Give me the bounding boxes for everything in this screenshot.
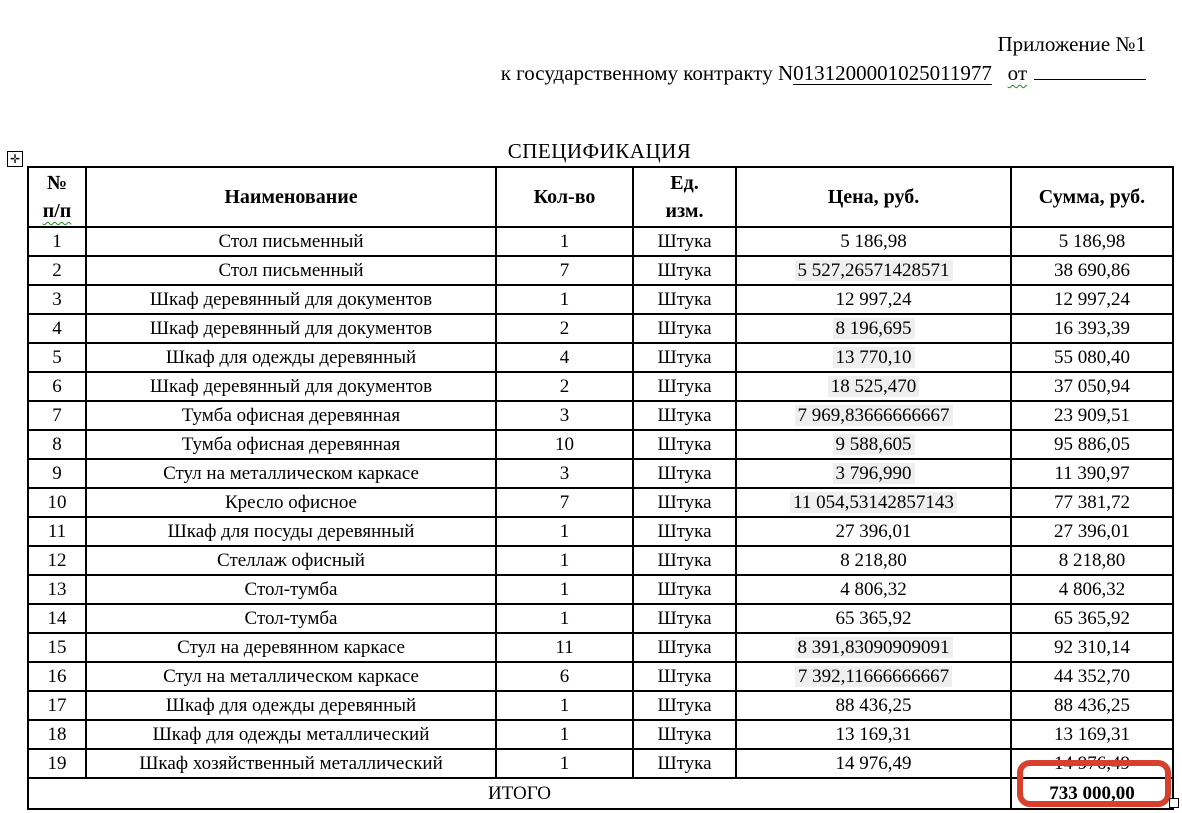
price-field-shading: 7 969,83666666667 xyxy=(795,405,953,426)
item-name-cell: Шкаф деревянный для документов xyxy=(86,314,496,343)
header-price: Цена, руб. xyxy=(736,167,1011,227)
unit-cell: Штука xyxy=(633,401,736,430)
price-cell: 8 218,80 xyxy=(736,546,1011,575)
spec-table-body xyxy=(28,227,1173,778)
contract-line xyxy=(0,59,1146,88)
quantity-cell: 2 xyxy=(496,372,633,401)
table-resize-handle[interactable] xyxy=(1169,798,1179,808)
item-name-cell: Шкаф для посуды деревянный xyxy=(86,517,496,546)
price-cell: 88 436,25 xyxy=(736,691,1011,720)
row-number-cell: 14 xyxy=(28,604,86,633)
sum-cell: 4 806,32 xyxy=(1011,575,1173,604)
quantity-cell: 7 xyxy=(496,256,633,285)
table-row xyxy=(28,314,1173,343)
table-row xyxy=(28,488,1173,517)
sum-cell: 77 381,72 xyxy=(1011,488,1173,517)
quantity-cell: 10 xyxy=(496,430,633,459)
price-cell: 14 976,49 xyxy=(736,749,1011,778)
header-sum: Сумма, руб. xyxy=(1011,167,1173,227)
table-row xyxy=(28,720,1173,749)
table-row xyxy=(28,227,1173,256)
quantity-cell: 1 xyxy=(496,546,633,575)
table-row xyxy=(28,430,1173,459)
unit-cell: Штука xyxy=(633,343,736,372)
unit-cell: Штука xyxy=(633,430,736,459)
table-row xyxy=(28,343,1173,372)
unit-cell: Штука xyxy=(633,227,736,256)
price-cell xyxy=(736,314,1011,343)
quantity-cell: 1 xyxy=(496,691,633,720)
unit-cell: Штука xyxy=(633,517,736,546)
contract-number: 0131200001025011977 xyxy=(793,61,992,85)
item-name-cell: Шкаф для одежды деревянный xyxy=(86,691,496,720)
quantity-cell: 1 xyxy=(496,604,633,633)
sum-cell: 8 218,80 xyxy=(1011,546,1173,575)
unit-cell: Штука xyxy=(633,691,736,720)
specification-table xyxy=(27,166,1174,810)
row-number-cell: 2 xyxy=(28,256,86,285)
price-cell: 12 997,24 xyxy=(736,285,1011,314)
quantity-cell: 7 xyxy=(496,488,633,517)
item-name-cell: Стул на металлическом каркасе xyxy=(86,662,496,691)
item-name-cell: Стеллаж офисный xyxy=(86,546,496,575)
quantity-cell: 1 xyxy=(496,285,633,314)
price-field-shading: 7 392,11666666667 xyxy=(795,666,952,687)
price-field-shading: 5 527,26571428571 xyxy=(795,260,953,281)
sum-cell: 23 909,51 xyxy=(1011,401,1173,430)
sum-cell: 65 365,92 xyxy=(1011,604,1173,633)
quantity-cell: 1 xyxy=(496,720,633,749)
price-cell: 4 806,32 xyxy=(736,575,1011,604)
row-number-cell: 17 xyxy=(28,691,86,720)
row-number-cell: 7 xyxy=(28,401,86,430)
quantity-cell: 1 xyxy=(496,517,633,546)
table-row xyxy=(28,517,1173,546)
item-name-cell: Стол-тумба xyxy=(86,575,496,604)
price-cell: 27 396,01 xyxy=(736,517,1011,546)
sum-cell: 16 393,39 xyxy=(1011,314,1173,343)
page-title: СПЕЦИФИКАЦИЯ xyxy=(507,139,692,163)
price-field-shading: 13 770,10 xyxy=(833,347,915,368)
row-number-cell: 9 xyxy=(28,459,86,488)
item-name-cell: Стол письменный xyxy=(86,227,496,256)
sum-cell: 12 997,24 xyxy=(1011,285,1173,314)
quantity-cell: 1 xyxy=(496,227,633,256)
unit-cell: Штука xyxy=(633,256,736,285)
item-name-cell: Кресло офисное xyxy=(86,488,496,517)
document-header xyxy=(0,30,1146,88)
total-value: 733 000,00 xyxy=(1011,778,1173,809)
row-number-cell: 8 xyxy=(28,430,86,459)
row-number-cell: 15 xyxy=(28,633,86,662)
price-cell xyxy=(736,633,1011,662)
header-unit: Ед. изм. xyxy=(633,167,736,227)
row-number-cell: 19 xyxy=(28,749,86,778)
item-name-cell: Шкаф хозяйственный металлический xyxy=(86,749,496,778)
price-cell xyxy=(736,662,1011,691)
row-number-cell: 3 xyxy=(28,285,86,314)
table-row xyxy=(28,633,1173,662)
row-number-cell: 10 xyxy=(28,488,86,517)
ot-label: от xyxy=(1007,61,1027,85)
item-name-cell: Тумба офисная деревянная xyxy=(86,401,496,430)
price-field-shading: 11 054,53142857143 xyxy=(790,492,957,513)
table-header-row xyxy=(28,167,1173,227)
price-cell: 13 169,31 xyxy=(736,720,1011,749)
total-label: ИТОГО xyxy=(28,778,1011,809)
quantity-cell: 6 xyxy=(496,662,633,691)
row-number-cell: 5 xyxy=(28,343,86,372)
unit-cell: Штука xyxy=(633,662,736,691)
sum-cell: 27 396,01 xyxy=(1011,517,1173,546)
unit-cell: Штука xyxy=(633,459,736,488)
item-name-cell: Стул на металлическом каркасе xyxy=(86,459,496,488)
price-cell xyxy=(736,343,1011,372)
item-name-cell: Шкаф деревянный для документов xyxy=(86,285,496,314)
unit-cell: Штука xyxy=(633,575,736,604)
price-cell xyxy=(736,459,1011,488)
quantity-cell: 3 xyxy=(496,459,633,488)
price-field-shading: 18 525,470 xyxy=(828,376,920,397)
price-field-shading: 8 391,83090909091 xyxy=(795,637,953,658)
row-number-cell: 4 xyxy=(28,314,86,343)
appendix-line xyxy=(0,30,1146,59)
price-cell xyxy=(736,401,1011,430)
item-name-cell: Тумба офисная деревянная xyxy=(86,430,496,459)
table-row xyxy=(28,749,1173,778)
sum-cell: 37 050,94 xyxy=(1011,372,1173,401)
appendix-label: Приложение №1 xyxy=(997,32,1146,56)
unit-cell: Штука xyxy=(633,720,736,749)
item-name-cell: Стул на деревянном каркасе xyxy=(86,633,496,662)
row-number-cell: 13 xyxy=(28,575,86,604)
quantity-cell: 3 xyxy=(496,401,633,430)
sum-cell: 5 186,98 xyxy=(1011,227,1173,256)
unit-cell: Штука xyxy=(633,314,736,343)
unit-cell: Штука xyxy=(633,372,736,401)
table-move-handle-icon[interactable]: ✛ xyxy=(7,151,23,167)
sum-cell: 55 080,40 xyxy=(1011,343,1173,372)
sum-cell: 13 169,31 xyxy=(1011,720,1173,749)
total-row xyxy=(28,778,1173,809)
quantity-cell: 11 xyxy=(496,633,633,662)
price-cell: 5 186,98 xyxy=(736,227,1011,256)
row-number-cell: 16 xyxy=(28,662,86,691)
quantity-cell: 1 xyxy=(496,749,633,778)
quantity-cell: 1 xyxy=(496,575,633,604)
table-row xyxy=(28,691,1173,720)
row-number-cell: 12 xyxy=(28,546,86,575)
sum-cell: 92 310,14 xyxy=(1011,633,1173,662)
contract-prefix: к государственному контракту N xyxy=(500,61,794,85)
price-cell xyxy=(736,256,1011,285)
quantity-cell: 2 xyxy=(496,314,633,343)
table-row xyxy=(28,604,1173,633)
price-cell xyxy=(736,430,1011,459)
price-field-shading: 9 588,605 xyxy=(833,434,915,455)
header-num: № п/п xyxy=(28,167,86,227)
row-number-cell: 6 xyxy=(28,372,86,401)
price-field-shading: 3 796,990 xyxy=(833,463,915,484)
row-number-cell: 1 xyxy=(28,227,86,256)
unit-cell: Штука xyxy=(633,285,736,314)
table-row xyxy=(28,256,1173,285)
table-row xyxy=(28,546,1173,575)
row-number-cell: 18 xyxy=(28,720,86,749)
quantity-cell: 4 xyxy=(496,343,633,372)
header-qty: Кол-во xyxy=(496,167,633,227)
price-field-shading: 8 196,695 xyxy=(833,318,915,339)
table-row xyxy=(28,662,1173,691)
sum-cell: 88 436,25 xyxy=(1011,691,1173,720)
item-name-cell: Стол-тумба xyxy=(86,604,496,633)
item-name-cell: Шкаф деревянный для документов xyxy=(86,372,496,401)
table-row xyxy=(28,401,1173,430)
item-name-cell: Шкаф для одежды металлический xyxy=(86,720,496,749)
table-row xyxy=(28,372,1173,401)
price-cell xyxy=(736,488,1011,517)
unit-cell: Штука xyxy=(633,604,736,633)
row-number-cell: 11 xyxy=(28,517,86,546)
unit-cell: Штука xyxy=(633,633,736,662)
sum-cell: 38 690,86 xyxy=(1011,256,1173,285)
unit-cell: Штука xyxy=(633,546,736,575)
sum-cell: 11 390,97 xyxy=(1011,459,1173,488)
date-blank-underline xyxy=(1034,62,1146,80)
sum-cell: 14 976,49 xyxy=(1011,749,1173,778)
unit-cell: Штука xyxy=(633,488,736,517)
price-cell xyxy=(736,372,1011,401)
item-name-cell: Стол письменный xyxy=(86,256,496,285)
price-cell: 65 365,92 xyxy=(736,604,1011,633)
table-row xyxy=(28,575,1173,604)
table-row xyxy=(28,285,1173,314)
unit-cell: Штука xyxy=(633,749,736,778)
table-row xyxy=(28,459,1173,488)
sum-cell: 95 886,05 xyxy=(1011,430,1173,459)
item-name-cell: Шкаф для одежды деревянный xyxy=(86,343,496,372)
header-name: Наименование xyxy=(86,167,496,227)
sum-cell: 44 352,70 xyxy=(1011,662,1173,691)
